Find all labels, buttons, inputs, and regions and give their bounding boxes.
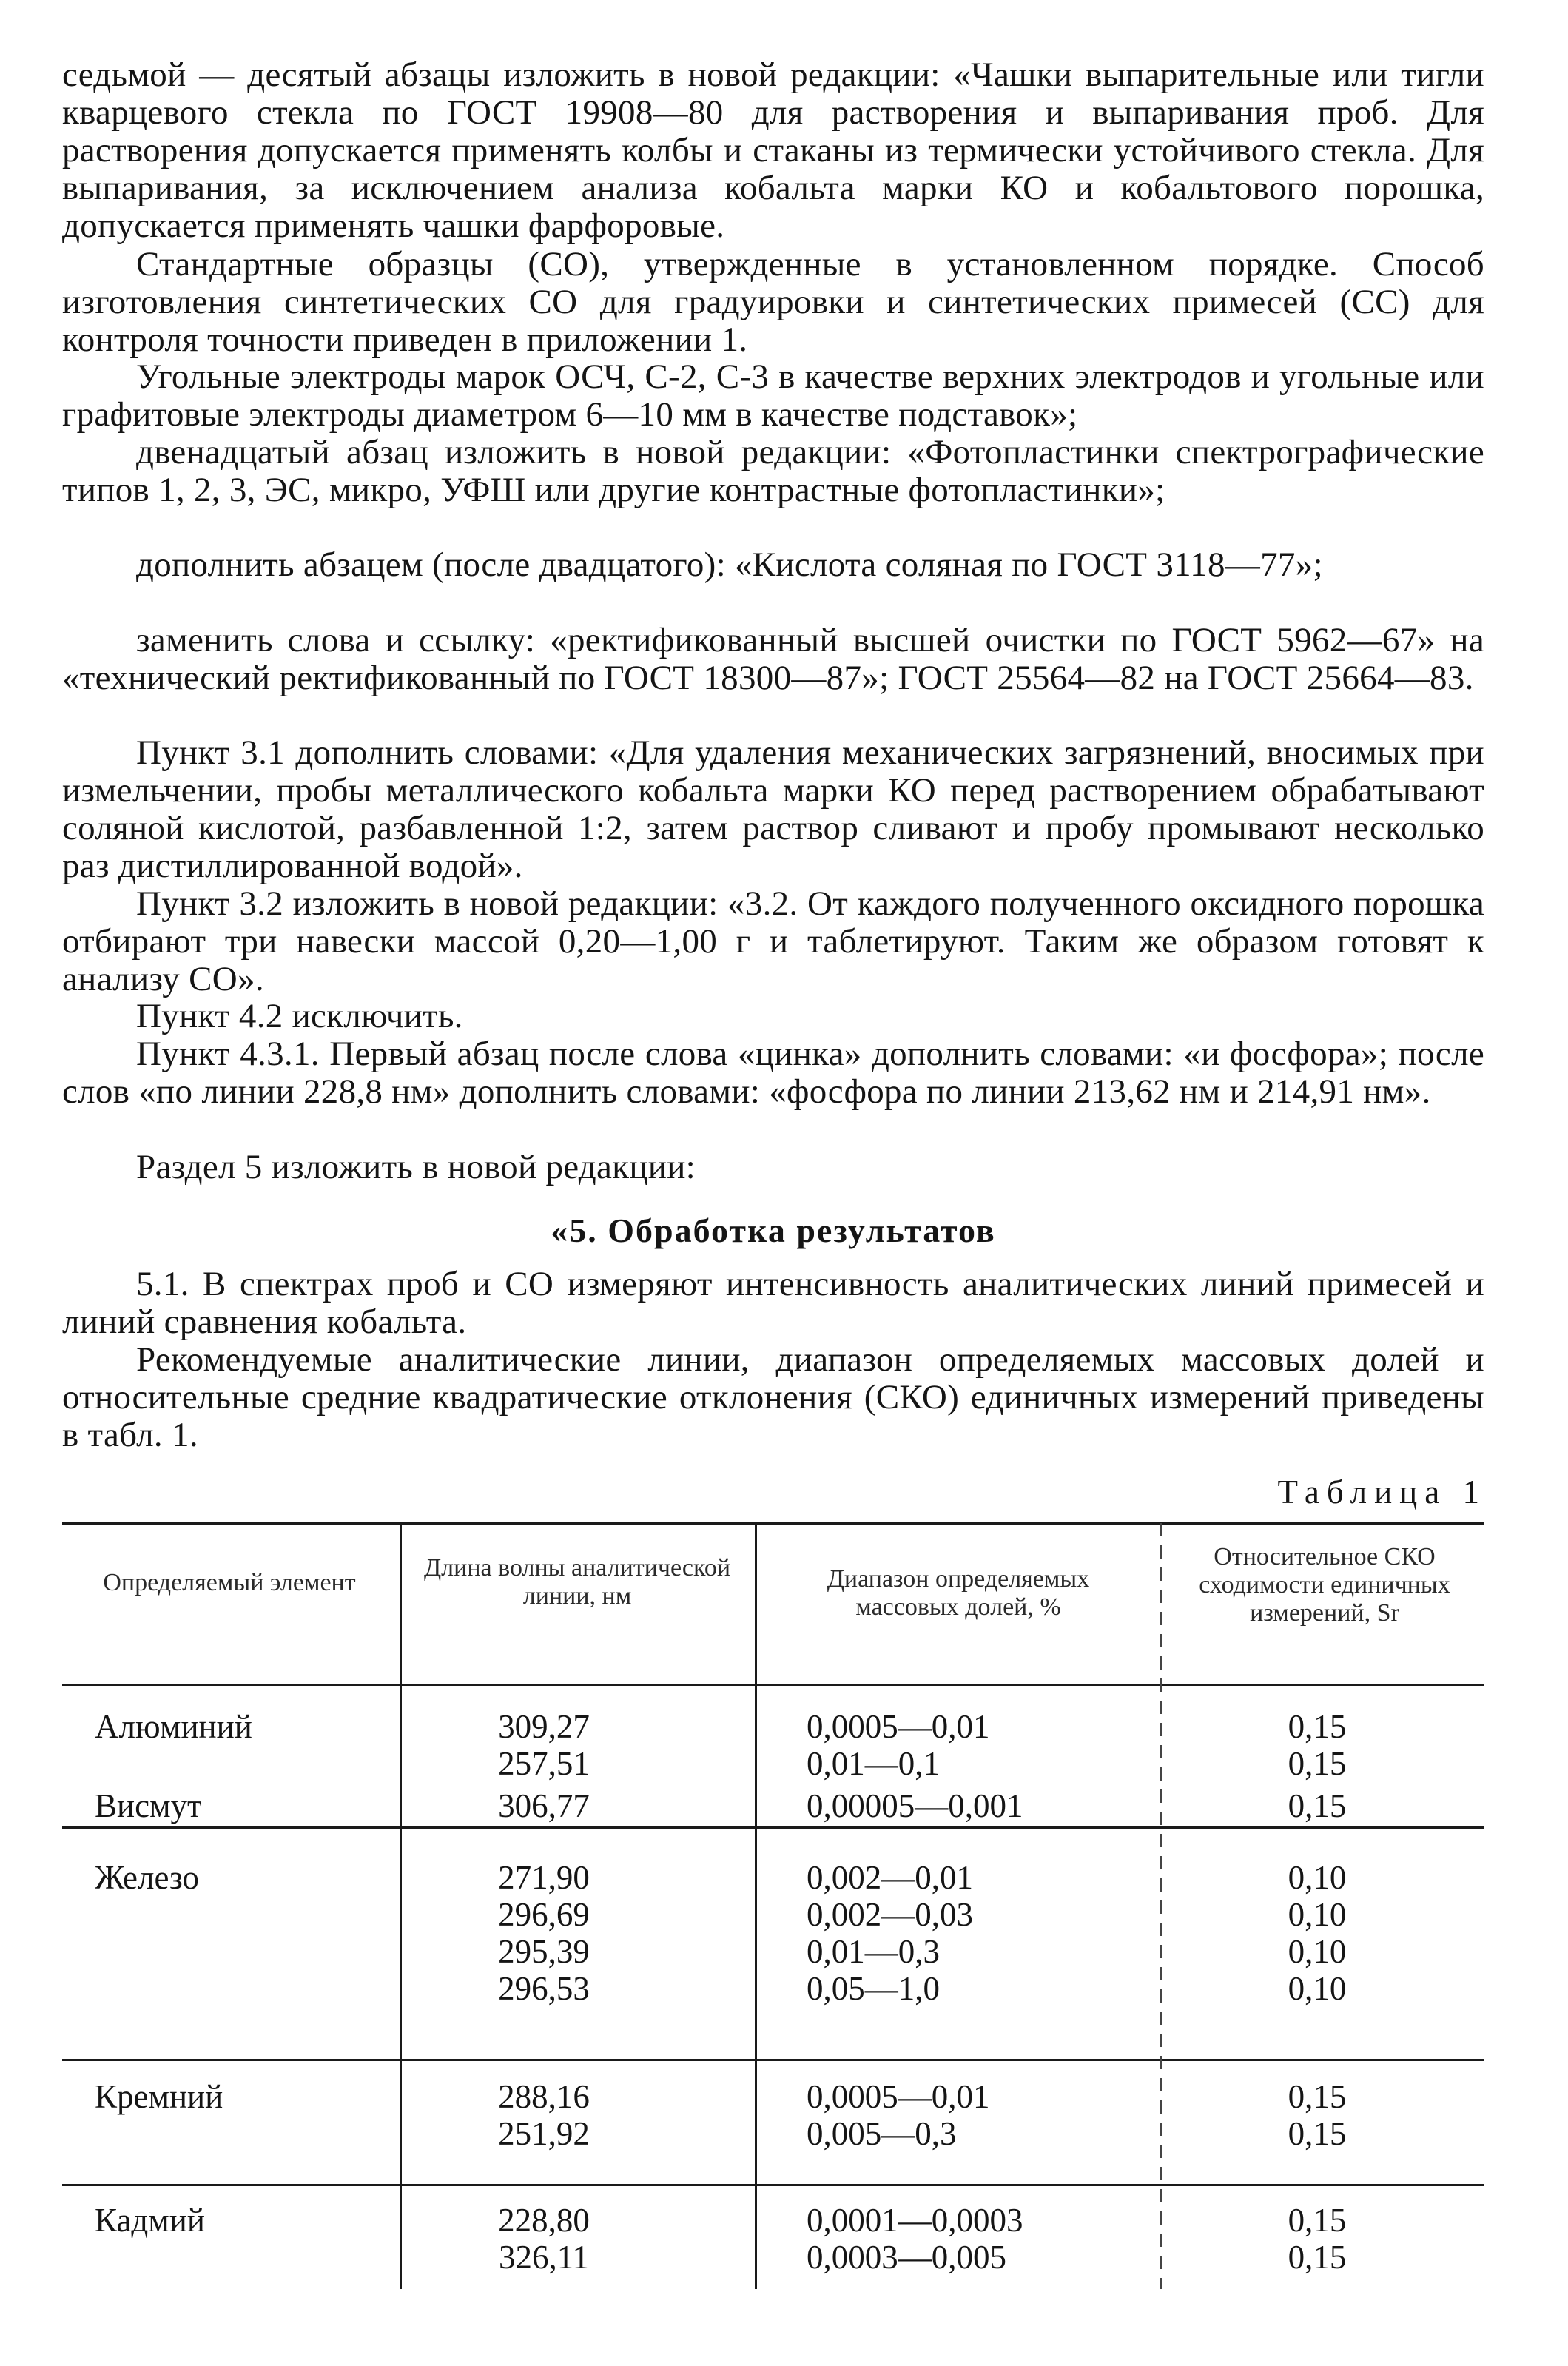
paragraph-clause-3-2: Пункт 3.2 изложить в новой редакции: «3.2. От каждого полученного оксидного порошка отбирают три навески массой 0,20—1,00 г и таблетируют. Таким же образом готовят к анализу СО». (62, 884, 1484, 998)
header-sko: Относительное СКО сходимости единичных измерений, Sr (1199, 1543, 1450, 1627)
cell-wavelength-line: 251,92 (498, 2115, 590, 2152)
paragraph-recommended-lines: Рекомендуемые аналитические линии, диапазон определяемых массовых долей и относительные средние квадратические отклонения (СКО) единичных измерений приведены в табл. 1. (62, 1340, 1484, 1454)
paragraph-clause-4-3-1: Пункт 4.3.1. Первый абзац после слова «цинка» дополнить словами: «и фосфора»; после слов «по линии 228,8 нм» дополнить словами: «фосфора по линии 213,62 нм и 214,91 нм». (62, 1035, 1484, 1111)
cell-wavelength (414, 2202, 673, 2276)
cell-sko-line: 0,10 (1288, 1859, 1347, 1896)
paragraph-standard-samples: Стандартные образцы (СО), утвержденные в установленном порядке. Способ изготовления синтетических СО для градуировки и синтетических примесей (СС) для контроля точности приведен в приложении 1. (62, 245, 1484, 359)
cell-range (807, 1787, 1023, 1824)
cell-sko-line: 0,15 (1288, 1745, 1347, 1782)
table-column-divider (1160, 1523, 1162, 2289)
cell-range-line: 0,0003—0,005 (807, 2239, 1006, 2276)
cell-range-line: 0,05—1,0 (807, 1970, 940, 2007)
cell-range-line: 0,0005—0,01 (807, 2078, 990, 2115)
cell-range (807, 2078, 990, 2152)
cell-range (807, 2202, 1023, 2276)
cell-sko-line: 0,15 (1288, 2078, 1347, 2115)
cell-wavelength-line: 271,90 (498, 1859, 590, 1896)
cell-range-line: 0,002—0,01 (807, 1859, 973, 1896)
paragraph-section-5: Раздел 5 изложить в новой редакции: (136, 1148, 696, 1186)
paragraph-photoplates: двенадцатый абзац изложить в новой редакции: «Фотопластинки спектрографические типов 1, 2, 3, ЭС, микро, УФШ или другие контрастные фотопластинки»; (62, 433, 1484, 509)
cell-wavelength-line: 288,16 (498, 2078, 590, 2115)
table-top-rule (62, 1522, 1484, 1525)
table-caption: Таблица 1 (1277, 1473, 1487, 1510)
table-row-rule (62, 1826, 1484, 1829)
cell-wavelength-line: 296,69 (498, 1896, 590, 1933)
cell-range (807, 1859, 973, 2007)
cell-wavelength-line: 295,39 (498, 1933, 590, 1970)
cell-sko (1169, 1859, 1465, 2007)
cell-sko-line: 0,10 (1288, 1896, 1347, 1933)
cell-sko (1169, 1787, 1465, 1824)
cell-sko (1169, 1708, 1465, 1782)
cell-sko-line: 0,15 (1288, 2239, 1347, 2276)
cell-range-line: 0,0005—0,01 (807, 1708, 990, 1745)
cell-range-line: 0,002—0,03 (807, 1896, 973, 1933)
cell-range-line: 0,0001—0,0003 (807, 2202, 1023, 2239)
cell-element: Алюминий (95, 1708, 252, 1745)
cell-sko-line: 0,15 (1288, 2202, 1347, 2239)
cell-wavelength (414, 1787, 673, 1824)
paragraph-clause-3-1: Пункт 3.1 дополнить словами: «Для удаления механических загрязнений, вносимых при измельчении, пробы металлического кобальта марки КО перед растворением обрабатывают соляной кислотой, разбавленной 1:2, затем раствор сливают и пробу промывают несколько раз дистиллированной водой». (62, 733, 1484, 885)
cell-wavelength-line: 257,51 (498, 1745, 590, 1782)
paragraph-carbon-electrodes: Угольные электроды марок ОСЧ, С-2, С-3 в качестве верхних электродов и угольные или графитовые электроды диаметром 6—10 мм в качестве подставок»; (62, 357, 1484, 434)
cell-sko-line: 0,15 (1288, 1708, 1347, 1745)
cell-wavelength (414, 1708, 673, 1782)
table-column-divider (400, 1523, 402, 2289)
cell-wavelength-line: 228,80 (498, 2202, 590, 2239)
cell-wavelength (414, 1859, 673, 2007)
cell-range-line: 0,00005—0,001 (807, 1787, 1023, 1824)
cell-wavelength-line: 306,77 (498, 1787, 590, 1824)
cell-sko (1169, 2078, 1465, 2152)
cell-sko-line: 0,10 (1288, 1970, 1347, 2007)
cell-range-line: 0,01—0,3 (807, 1933, 940, 1970)
header-wavelength: Длина волны аналитической линии, нм (423, 1554, 731, 1610)
cell-range-line: 0,005—0,3 (807, 2115, 957, 2152)
cell-range (807, 1708, 990, 1782)
cell-sko (1169, 2202, 1465, 2276)
table-row-rule (62, 2059, 1484, 2061)
cell-element: Кремний (95, 2078, 223, 2115)
cell-element: Кадмий (95, 2202, 205, 2239)
header-range: Диапазон определяемых массовых долей, % (827, 1565, 1090, 1621)
table-header-rule (62, 1684, 1484, 1686)
paragraph-replace-words: заменить слова и ссылку: «ректификованный высшей очистки по ГОСТ 5962—67» на «технический ректификованный по ГОСТ 18300—87»; ГОСТ 25564—82 на ГОСТ 25664—83. (62, 621, 1484, 697)
cell-wavelength (414, 2078, 673, 2152)
cell-range-line: 0,01—0,1 (807, 1745, 940, 1782)
paragraph-hydrochloric-acid: дополнить абзацем (после двадцатого): «Кислота соляная по ГОСТ 3118—77»; (136, 545, 1323, 584)
table-column-divider (755, 1523, 757, 2289)
cell-element: Висмут (95, 1787, 202, 1824)
cell-sko-line: 0,15 (1288, 1787, 1347, 1824)
table-row-rule (62, 2184, 1484, 2186)
paragraph-amend-7-10: седьмой — десятый абзацы изложить в новой редакции: «Чашки выпарительные или тигли кварцевого стекла по ГОСТ 19908—80 для растворения и выпаривания проб. Для растворения допускается применять колбы и стаканы из термически устойчивого стекла. Для выпаривания, за исключением анализа кобальта марки КО и кобальтового порошка, допускается применять чашки фарфоровые. (62, 56, 1484, 245)
cell-wavelength-line: 296,53 (498, 1970, 590, 2007)
header-element: Определяемый элемент (103, 1569, 356, 1596)
section-heading: «5. Обработка результатов (551, 1211, 996, 1249)
cell-wavelength-line: 309,27 (498, 1708, 590, 1745)
cell-element: Железо (95, 1859, 199, 1896)
cell-wavelength-line: 326,11 (498, 2239, 590, 2276)
cell-sko-line: 0,15 (1288, 2115, 1347, 2152)
paragraph-5-1: 5.1. В спектрах проб и СО измеряют интенсивность аналитических линий примесей и линий сравнения кобальта. (62, 1265, 1484, 1341)
paragraph-clause-4-2: Пункт 4.2 исключить. (136, 997, 463, 1035)
cell-sko-line: 0,10 (1288, 1933, 1347, 1970)
